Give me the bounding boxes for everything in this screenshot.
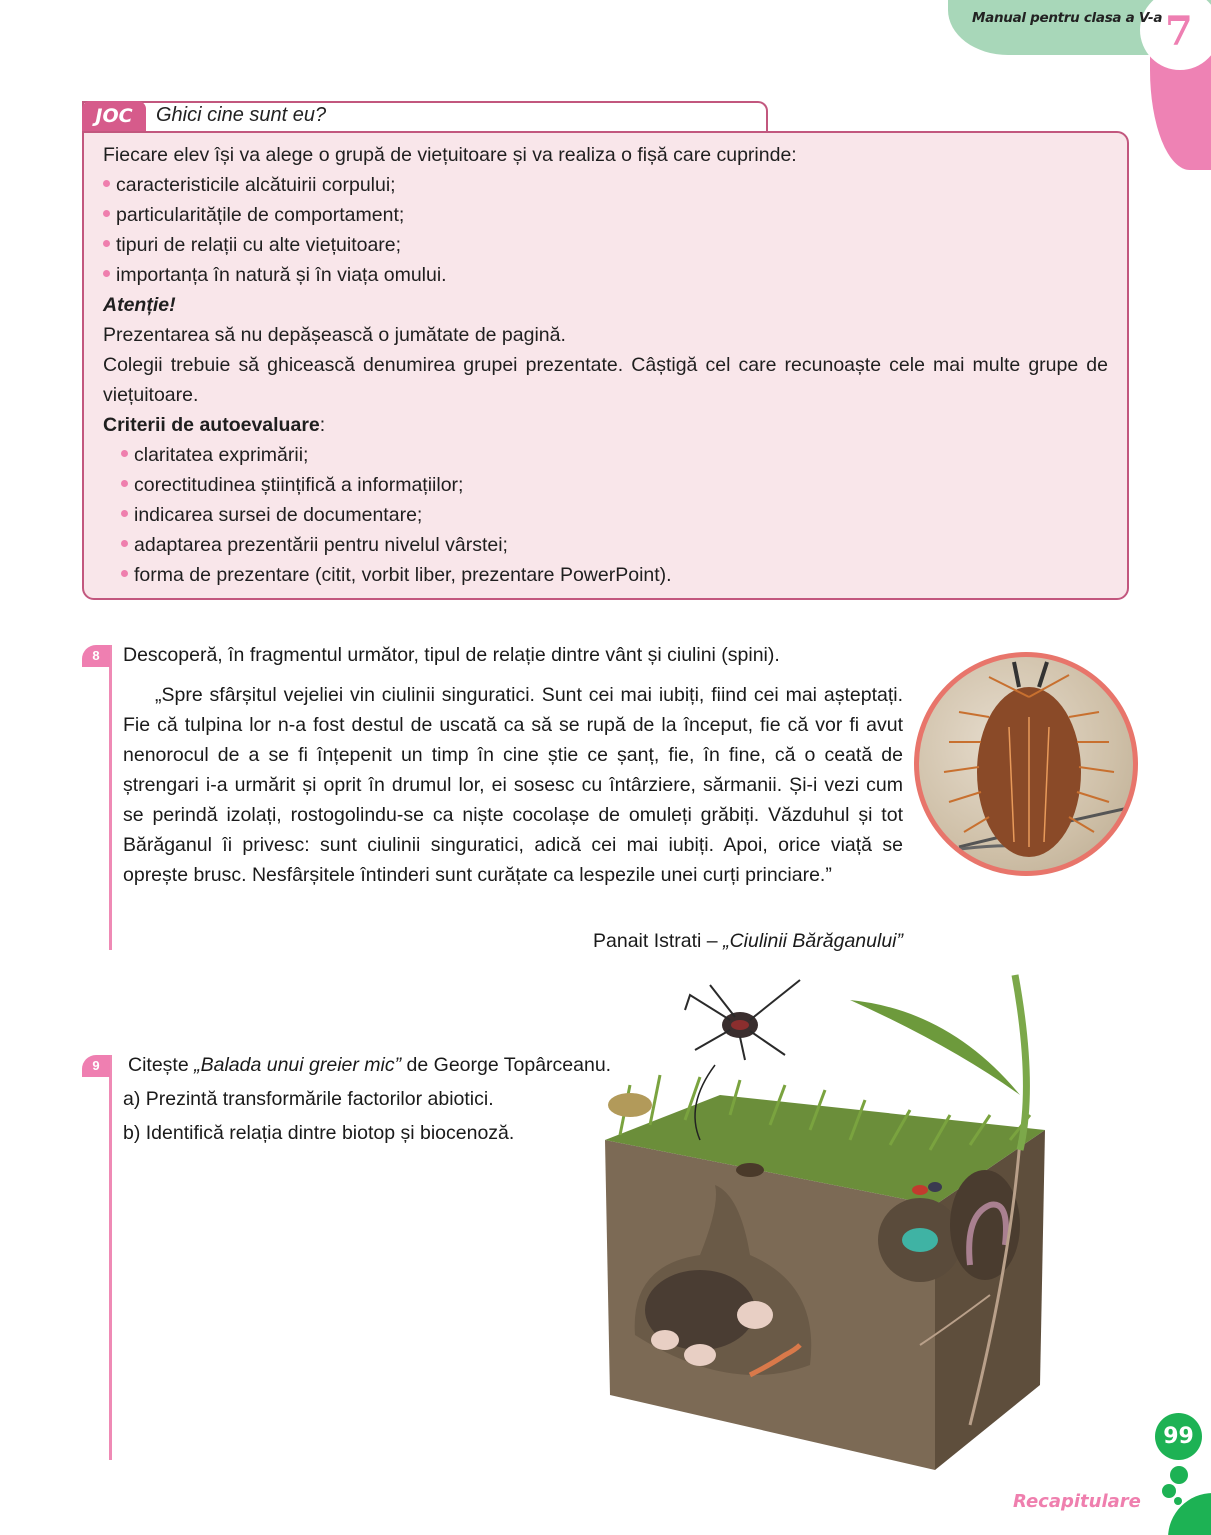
soil-ecosystem-illustration	[590, 965, 1060, 1485]
page-number: 99	[1155, 1413, 1202, 1460]
exercise-8-citation: Panait Istrati – „Ciulinii Bărăganului”	[593, 930, 903, 952]
bullet-icon	[103, 210, 110, 217]
exercise-9-item-b: b) Identifică relația dintre biotop și biocenoză.	[123, 1122, 515, 1144]
exercise-9-bar	[109, 1055, 112, 1460]
decor-dot	[1162, 1484, 1176, 1498]
bullet-icon	[103, 270, 110, 277]
joc-item: importanța în natură și în viața omului.	[103, 260, 1108, 290]
attention-text-2: Colegii trebuie să ghicească denumirea grupei prezentate. Câștigă cel care recunoaște cele mai multe grupe de viețuitoare.	[103, 354, 1108, 406]
exercise-9-badge: 9	[82, 1055, 110, 1077]
chapter-number: 7	[1165, 8, 1193, 55]
attention-text-1: Prezentarea să nu depășească o jumătate de pagină.	[103, 324, 566, 346]
criteria-item: forma de prezentare (citit, vorbit liber, prezentare PowerPoint).	[103, 560, 1108, 590]
joc-content	[103, 140, 1108, 590]
bullet-icon	[103, 240, 110, 247]
exercise-9-item-a: a) Prezintă transformările factorilor abiotici.	[123, 1088, 494, 1110]
bullet-icon	[121, 480, 128, 487]
bullet-icon	[121, 570, 128, 577]
thistle-photo	[914, 652, 1138, 876]
exercise-8-badge: 8	[82, 645, 110, 667]
bullet-icon	[103, 180, 110, 187]
joc-item: particularitățile de comportament;	[103, 200, 1108, 230]
decor-dot	[1170, 1466, 1188, 1484]
joc-item: tipuri de relații cu alte viețuitoare;	[103, 230, 1108, 260]
joc-label: JOC	[82, 101, 146, 131]
exercise-8-quote: „Spre sfârșitul vejeliei vin ciulinii singuratici. Sunt cei mai iubiți, fiind cei mai așteptați. Fie că tulpina lor n-a fost destul de uscată ca să se rupă de la început, fie că vor fi avut nenorocul de a se fi înțepenit un timp în cine știe ce șanț, fie, în fine, că o ceată de ștrengari i-a urmărit și oprit în drumul lor, ei sosesc cu întârziere, sărmanii. Și-i vezi cum se perindă izolați, rostogolindu-se ca niște cocolașe de omuleți grăbiți. Văzduhul și tot Bărăganul îi privesc: sunt ciulinii singuratici, adică cei mai iubiți. Apoi, orice viață se oprește brusc. Nesfârșitele întinderi sunt curățate ca lespezile unei curți princiare.”	[123, 684, 903, 886]
criteria-item: adaptarea prezentării pentru nivelul vârstei;	[103, 530, 1108, 560]
criteria-item: indicarea sursei de documentare;	[103, 500, 1108, 530]
exercise-9-content	[123, 1048, 611, 1150]
attention-label: Atenție!	[103, 294, 176, 316]
soil-diorama-icon	[590, 965, 1060, 1485]
joc-title: Ghici cine sunt eu?	[156, 104, 327, 126]
exercise-9-prompt: Citește „Balada unui greier mic” de George Topârceanu.	[128, 1054, 612, 1076]
joc-intro: Fiecare elev își va alege o grupă de viețuitoare și va realiza o fișă care cuprinde:	[103, 144, 797, 166]
criteria-item: corectitudinea științifică a informațiilor;	[103, 470, 1108, 500]
joc-item: caracteristicile alcătuirii corpului;	[103, 170, 1108, 200]
criteria-heading: Criterii de autoevaluare:	[103, 414, 326, 436]
manual-title: Manual pentru clasa a V-a	[972, 10, 1163, 26]
bullet-icon	[121, 510, 128, 517]
bullet-icon	[121, 540, 128, 547]
thistle-icon	[919, 657, 1133, 871]
decor-dot	[1174, 1497, 1182, 1505]
exercise-8-prompt: Descoperă, în fragmentul următor, tipul de relație dintre vânt și ciulini (spini).	[123, 644, 780, 666]
exercise-8-bar	[109, 645, 112, 950]
section-name: Recapitulare	[1013, 1491, 1141, 1512]
criteria-item: claritatea exprimării;	[103, 440, 1108, 470]
bullet-icon	[121, 450, 128, 457]
